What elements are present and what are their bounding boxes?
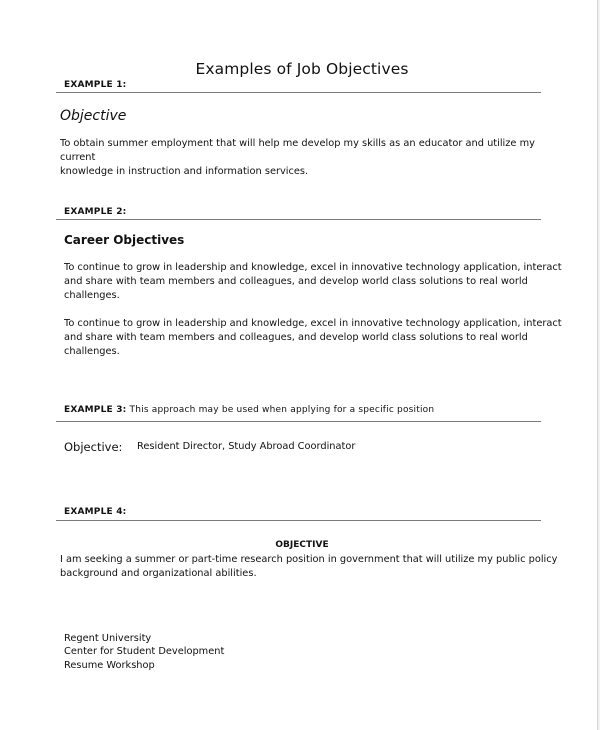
example-4-text: I am seeking a summer or part-time research position in government that will utilize my public policy background and organizational abilities.: [60, 554, 558, 579]
example-4-divider: [56, 520, 541, 521]
example-2-paragraph-2: To continue to grow in leadership and knowledge, excel in innovative technology application, interact and share with team members and colleagues, and develop world class solutions to real world challenges.: [64, 318, 562, 357]
example-1-label: EXAMPLE 1:: [64, 80, 127, 90]
footer-line-department: Center for Student Development: [64, 646, 225, 657]
footer-line-event: Resume Workshop: [64, 660, 155, 671]
example-2-paragraph-1: To continue to grow in leadership and knowledge, excel in innovative technology application, interact and share with team members and colleagues, and develop world class solutions to real world challenges.: [64, 262, 562, 301]
example-3-objective-value: Resident Director, Study Abroad Coordinator: [137, 441, 356, 452]
example-1-divider: [56, 92, 541, 93]
example-3-objective-label: Objective:: [64, 440, 123, 454]
example-3-description: This approach may be used when applying for a specific position: [126, 405, 435, 415]
document-title: Examples of Job Objectives: [195, 60, 409, 78]
example-4-heading: OBJECTIVE: [275, 540, 329, 550]
example-2-heading: Career Objectives: [64, 233, 185, 247]
example-2-label: EXAMPLE 2:: [64, 207, 127, 217]
example-3-divider: [56, 421, 541, 422]
example-2-divider: [56, 219, 541, 220]
example-3-label-text: EXAMPLE 3:: [64, 405, 127, 415]
example-3-label: [64, 405, 434, 415]
footer-line-institution: Regent University: [64, 633, 152, 644]
example-1-text: To obtain summer employment that will help me develop my skills as an educator and utilize my current knowledge in instruction and information services.: [60, 138, 535, 177]
example-4-label: EXAMPLE 4:: [64, 507, 127, 517]
example-1-heading: Objective: [60, 108, 127, 124]
